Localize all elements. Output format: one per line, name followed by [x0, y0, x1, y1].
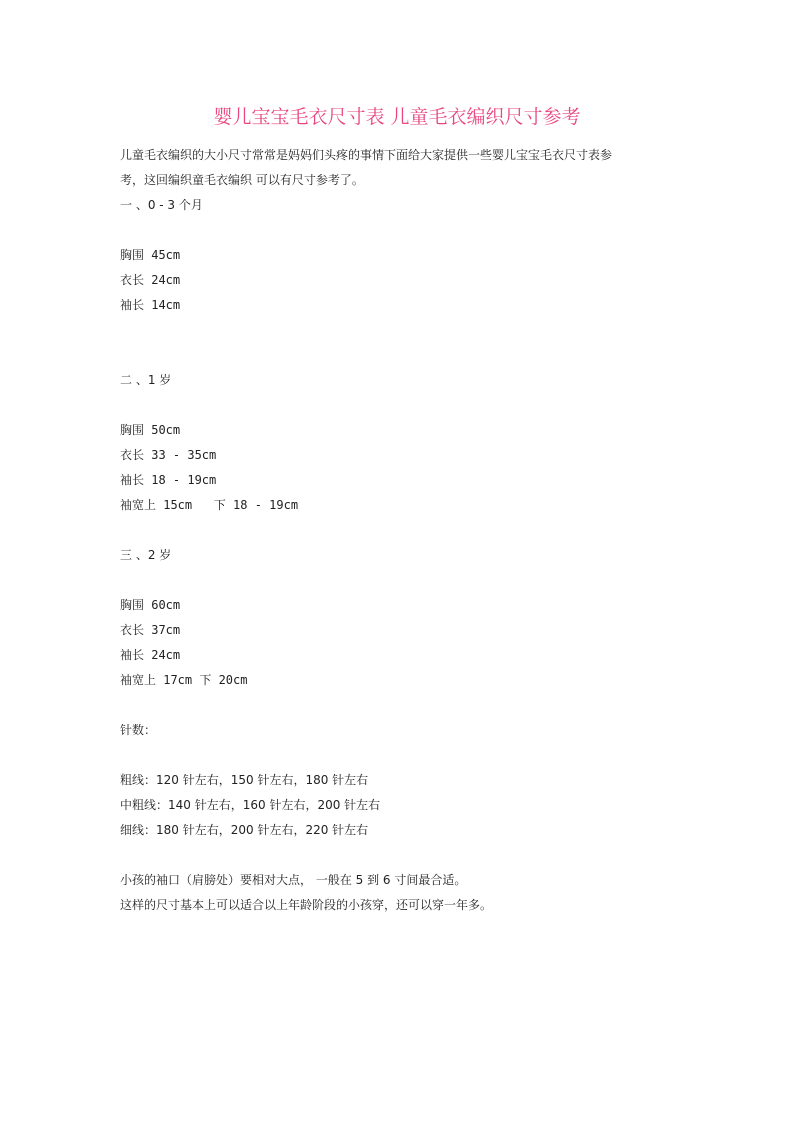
stitch-line-fine: 细线：180 针左右，200 针左右，220 针左右	[120, 823, 369, 837]
size-item-sleeve: 袖长 24cm	[120, 648, 181, 662]
size-item-sleeve-width: 袖宽上 17cm 下 20cm	[120, 673, 248, 687]
stitch-line-thick: 粗线：120 针左右，150 针左右，180 针左右	[120, 773, 369, 787]
size-item-length: 衣长 37cm	[120, 623, 181, 637]
section-heading-0-3-months: 一 、0 - 3 个月	[120, 198, 203, 212]
stitch-line-medium: 中粗线：140 针左右，160 针左右，200 针左右	[120, 798, 381, 812]
size-item-length: 衣长 33 - 35cm	[120, 448, 217, 462]
size-item-sleeve-width: 袖宽上 15cm 下 18 - 19cm	[120, 498, 299, 512]
size-item-chest: 胸围 45cm	[120, 248, 181, 262]
size-item-chest: 胸围 50cm	[120, 423, 181, 437]
size-item-length: 衣长 24cm	[120, 273, 181, 287]
closing-line-1: 小孩的袖口（肩膀处）要相对大点， 一般在 5 到 6 寸间最合适。	[120, 873, 467, 887]
closing-line-2: 这样的尺寸基本上可以适合以上年龄阶段的小孩穿，还可以穿一年多。	[120, 898, 493, 912]
section-heading-2-years: 三 、2 岁	[120, 548, 172, 562]
intro-line-2: 考，这回编织童毛衣编织 可以有尺寸参考了。	[120, 173, 364, 187]
document-title: 婴儿宝宝毛衣尺寸表 儿童毛衣编织尺寸参考	[213, 106, 581, 128]
stitch-heading: 针数：	[120, 723, 157, 737]
intro-line-1: 儿童毛衣编织的大小尺寸常常是妈妈们头疼的事情下面给大家提供一些婴儿宝宝毛衣尺寸表参	[120, 148, 613, 162]
section-heading-1-year: 二 、1 岁	[120, 373, 172, 387]
size-item-sleeve: 袖长 18 - 19cm	[120, 473, 217, 487]
size-item-chest: 胸围 60cm	[120, 598, 181, 612]
size-item-sleeve: 袖长 14cm	[120, 298, 181, 312]
